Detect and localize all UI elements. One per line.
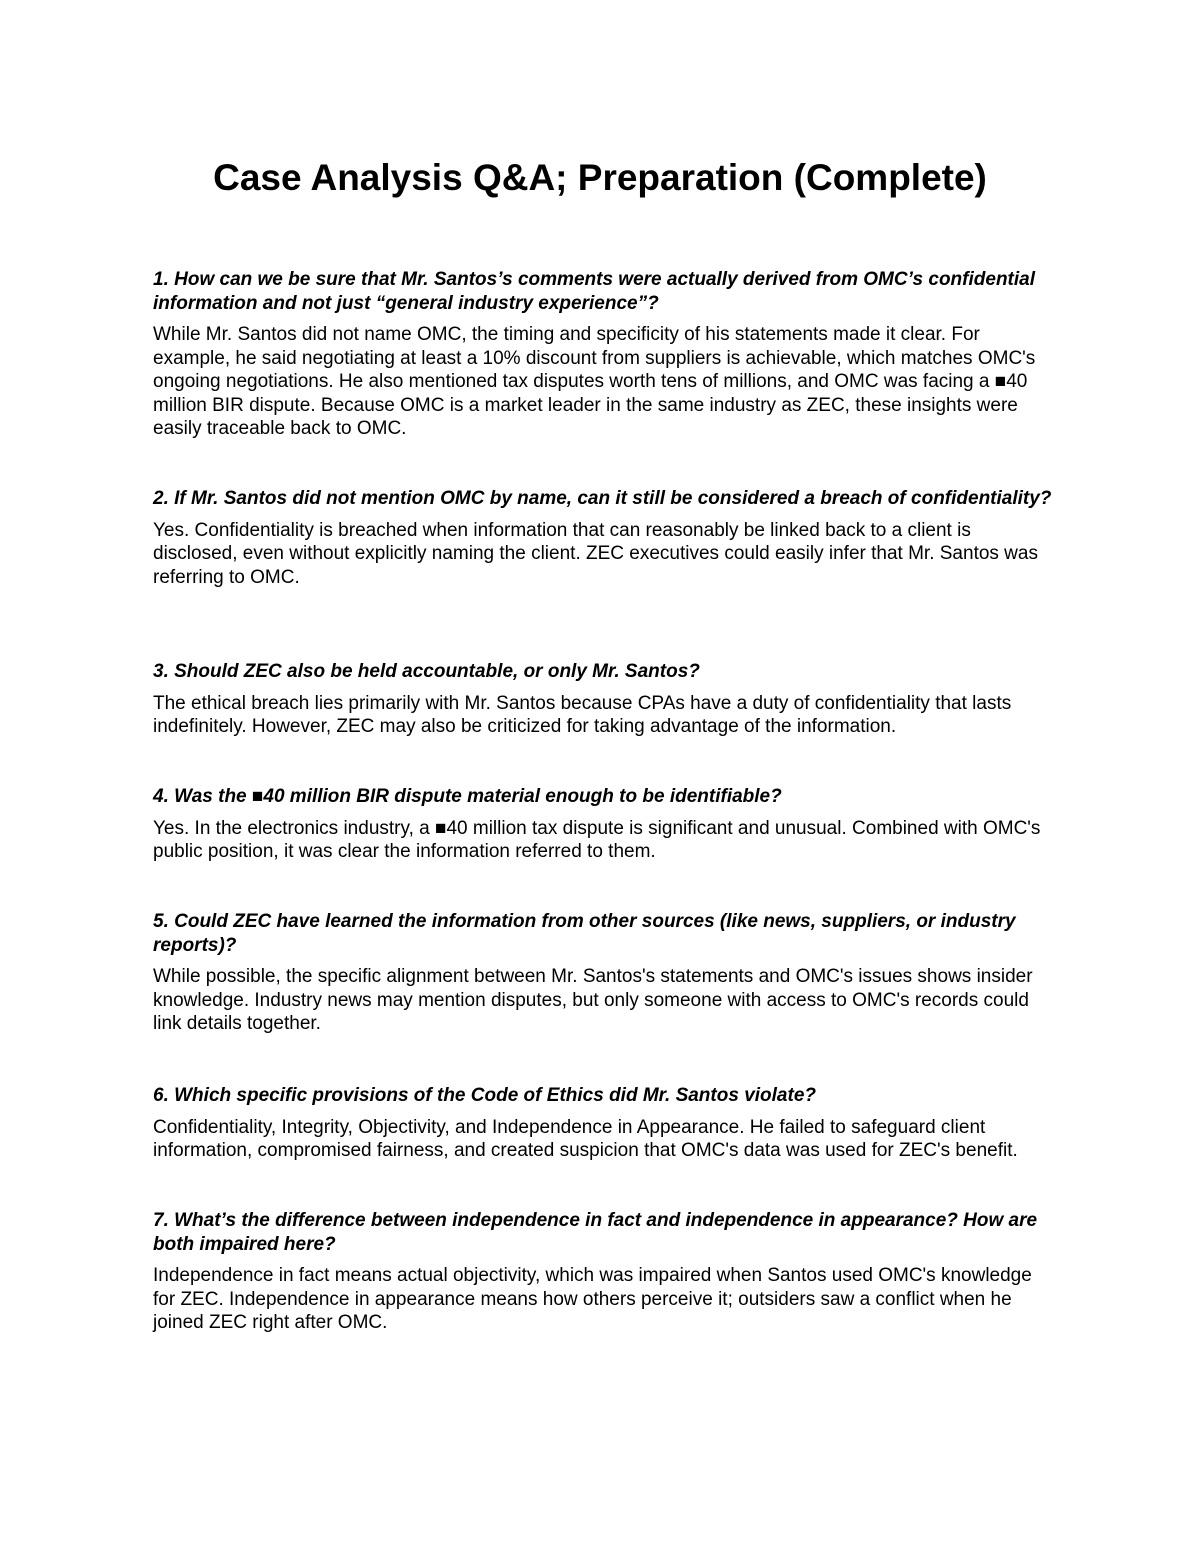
qa-item-7 xyxy=(153,1209,1058,1335)
answer-5: While possible, the specific alignment between Mr. Santos's statements and OMC's issues shows insider knowledge. Industry news may mention disputes, but only someone with access to OMC's records could link details together. xyxy=(153,966,1033,1034)
qa-item-2 xyxy=(153,487,1058,589)
question-1: 1. How can we be sure that Mr. Santos’s comments were actually derived from OMC’s confidential information and not just “general industry experience”? xyxy=(153,269,1035,314)
question-5: 5. Could ZEC have learned the information from other sources (like news, suppliers, or industry reports)? xyxy=(153,911,1016,956)
answer-7: Independence in fact means actual objectivity, which was impaired when Santos used OMC's knowledge for ZEC. Independence in appearance means how others perceive it; outsiders saw a conflict when he joined ZEC right after OMC. xyxy=(153,1265,1032,1333)
answer-2: Yes. Confidentiality is breached when information that can reasonably be linked back to a client is disclosed, even without explicitly naming the client. ZEC executives could easily infer that Mr. Santos was referring to OMC. xyxy=(153,519,1038,588)
question-7: 7. What’s the difference between independence in fact and independence in appearance? How are both impaired here? xyxy=(153,1210,1038,1255)
qa-item-3 xyxy=(153,660,1058,739)
answer-3: The ethical breach lies primarily with Mr. Santos because CPAs have a duty of confidentiality that lasts indefinitely. However, ZEC may also be criticized for taking advantage of the information. xyxy=(153,692,1012,737)
question-4: 4. Was the ■40 million BIR dispute material enough to be identifiable? xyxy=(153,786,782,807)
document-title: Case Analysis Q&A; Preparation (Complete) xyxy=(213,157,987,198)
qa-item-4 xyxy=(153,785,1058,864)
qa-item-5 xyxy=(153,910,1058,1036)
answer-1: While Mr. Santos did not name OMC, the timing and specificity of his statements made it clear. For example, he said negotiating at least a 10% discount from suppliers is achievable, which matches OMC's ongoing negotiations. He also mentioned tax disputes worth tens of millions, and OMC was facing a ■40 million BIR dispute. Because OMC is a market leader in the same industry as ZEC, these insights were easily traceable back to OMC. xyxy=(153,324,1036,439)
answer-6: Confidentiality, Integrity, Objectivity, and Independence in Appearance. He failed to safeguard client information, compromised fairness, and created suspicion that OMC's data was used for ZEC's benefit. xyxy=(153,1116,1018,1161)
qa-item-1 xyxy=(153,268,1058,441)
qa-item-6 xyxy=(153,1084,1058,1163)
answer-4: Yes. In the electronics industry, a ■40 million tax dispute is significant and unusual. Combined with OMC's public position, it was clear the information referred to them. xyxy=(153,817,1041,862)
question-3: 3. Should ZEC also be held accountable, or only Mr. Santos? xyxy=(153,661,700,682)
question-2: 2. If Mr. Santos did not mention OMC by name, can it still be considered a breach of confidentiality? xyxy=(153,488,1052,509)
question-6: 6. Which specific provisions of the Code of Ethics did Mr. Santos violate? xyxy=(153,1085,816,1106)
